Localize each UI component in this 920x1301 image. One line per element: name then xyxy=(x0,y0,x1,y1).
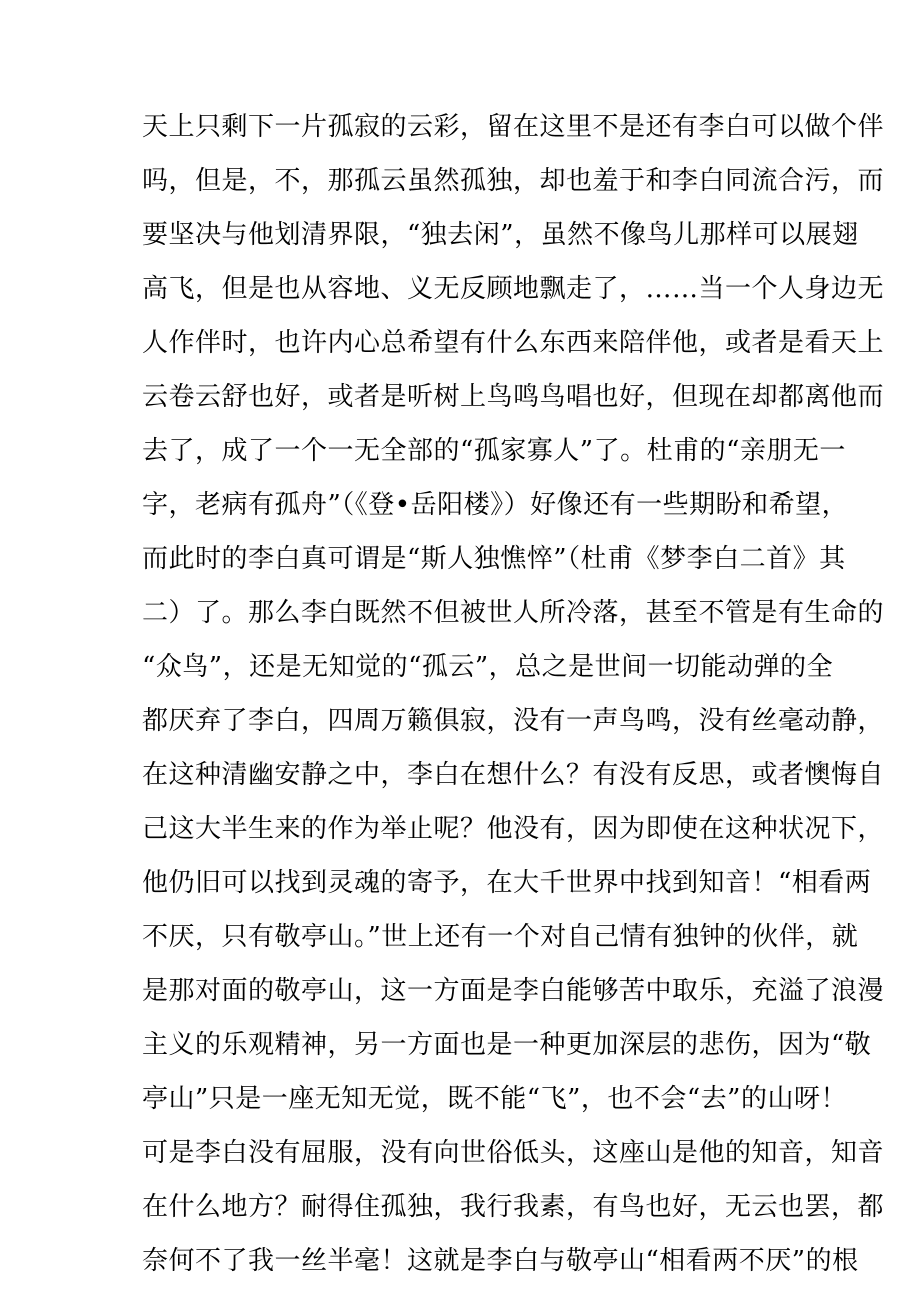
text-line-14: 己这大半生来的作为举止呢？他没有，因为即使在这种状况下， xyxy=(142,814,885,844)
text-line-10: 二）了。那么李白既然不但被世人所冷落，甚至不管是有生命的 xyxy=(142,598,885,628)
text-line-1: 天上只剩下一片孤寂的云彩，留在这里不是还有李白可以做个伴 xyxy=(142,112,885,142)
text-line-17: 是那对面的敬亭山，这一方面是李白能够苦中取乐，充溢了浪漫 xyxy=(142,976,885,1006)
text-line-18: 主义的乐观精神，另一方面也是一种更加深层的悲伤，因为“敬 xyxy=(142,1030,872,1060)
text-line-4: 高飞，但是也从容地、义无反顾地飘走了，……当一个人身边无 xyxy=(142,274,885,304)
body-text xyxy=(142,100,885,1288)
text-line-8: 字，老病有孤舟”（《登•岳阳楼》）好像还有一些期盼和希望， xyxy=(142,490,849,520)
text-line-15: 他仍旧可以找到灵魂的寄予，在大千世界中找到知音！“相看两 xyxy=(142,868,872,898)
text-line-12: 都厌弃了李白，四周万籁俱寂，没有一声鸟鸣，没有丝毫动静， xyxy=(142,706,885,736)
text-line-9: 而此时的李白真可谓是“斯人独憔悴”（杜甫《梦李白二首》其 xyxy=(142,544,846,574)
text-line-3: 要坚决与他划清界限，“独去闲”，虽然不像鸟儿那样可以展翅 xyxy=(142,220,859,250)
text-line-13: 在这种清幽安静之中，李白在想什么？有没有反思，或者懊悔自 xyxy=(142,760,885,790)
text-line-6: 云卷云舒也好，或者是听树上鸟鸣鸟唱也好，但现在却都离他而 xyxy=(142,382,885,412)
text-line-16: 不厌，只有敬亭山。”世上还有一个对自己情有独钟的伙伴，就 xyxy=(142,922,859,952)
text-line-22: 奈何不了我一丝半毫！这就是李白与敬亭山“相看两不厌”的根 xyxy=(142,1246,859,1276)
text-line-7: 去了，成了一个一无全部的“孤家寡人”了。杜甫的“亲朋无一 xyxy=(142,436,846,466)
text-line-20: 可是李白没有屈服，没有向世俗低头，这座山是他的知音，知音 xyxy=(142,1138,885,1168)
text-line-11: “众鸟”，还是无知觉的“孤云”，总之是世间一切能动弹的全 xyxy=(142,652,834,682)
text-line-21: 在什么地方？耐得住孤独，我行我素，有鸟也好，无云也罢，都 xyxy=(142,1192,885,1222)
text-line-5: 人作伴时，也许内心总希望有什么东西来陪伴他，或者是看天上 xyxy=(142,328,885,358)
text-line-2: 吗，但是，不，那孤云虽然孤独，却也羞于和李白同流合污，而 xyxy=(142,166,885,196)
text-line-19: 亭山”只是一座无知无觉，既不能“飞”，也不会“去”的山呀！ xyxy=(142,1084,847,1114)
